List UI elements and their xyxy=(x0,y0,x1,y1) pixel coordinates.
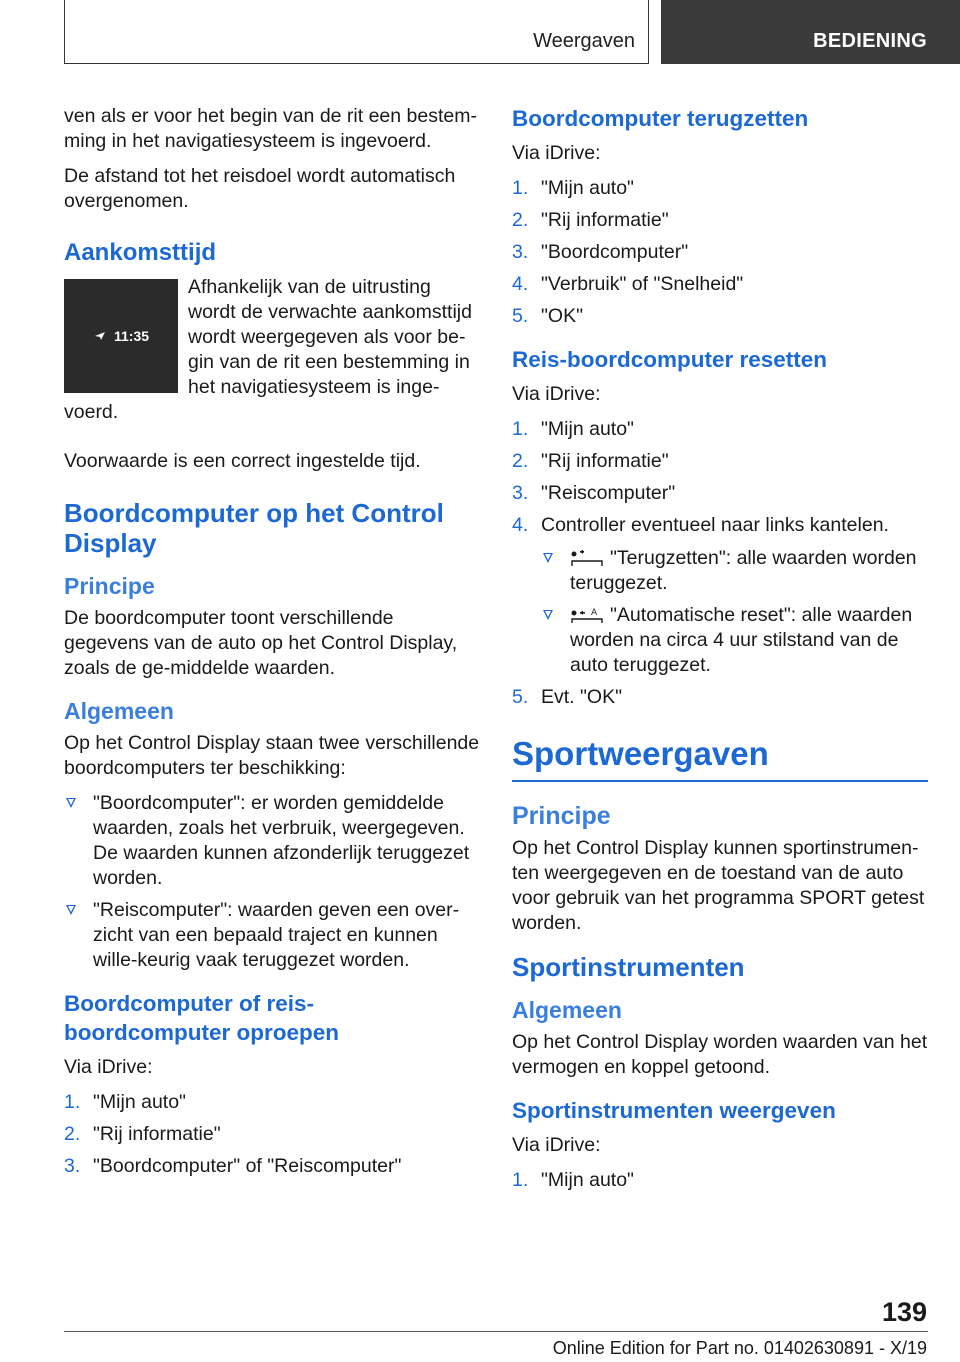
list-item: "Terugzetten": alle waarden worden teruggezet. xyxy=(541,546,928,596)
list-item: 2. "Rij informatie" xyxy=(64,1123,221,1145)
list-item: A "Automatische reset": alle waarden worden na circa 4 uur stilstand van de auto teruggezet. xyxy=(541,603,928,678)
reis-reset-steps xyxy=(512,417,928,710)
triangle-bullet-icon xyxy=(66,905,76,915)
navigation-arrow-icon xyxy=(94,331,106,341)
list-item: "Boordcomputer": er worden gemiddelde waarden, zoals het verbruik, weergegeven. De waarden kunnen afzonderlijk teruggezet worden. xyxy=(64,791,480,891)
sport-algemeen-paragraph: Op het Control Display worden waarden van het vermogen en koppel getoond. xyxy=(512,1031,928,1078)
oproepen-steps xyxy=(64,1090,480,1179)
heading-oproepen: Boordcomputer of reis-boordcomputer oproepen xyxy=(64,991,339,1045)
list-item: 5. Evt. "OK" xyxy=(512,686,623,708)
reset-icon xyxy=(570,550,604,568)
intro-paragraph: ven als er voor het begin van de rit een bestem-ming in het navigatiesysteem is ingevoerd. xyxy=(64,105,477,152)
algemeen-paragraph: Op het Control Display staan twee verschillende boordcomputers ter beschikking: xyxy=(64,732,480,779)
sport-steps xyxy=(512,1168,928,1193)
heading-principe-sport: Principe xyxy=(512,802,611,830)
principe-paragraph: De boordcomputer toont verschillende gegevens van de auto op het Control Display, zoals de ge-middelde waarden. xyxy=(64,607,458,679)
sport-principe-paragraph: Op het Control Display kunnen sportinstrumen-ten weergegeven en de toestand van de auto voor gebruik van het programma SPORT getest worden. xyxy=(512,837,925,934)
footer-edition-text: Online Edition for Part no. 01402630891 - X/19 xyxy=(552,1338,927,1358)
heading-terugzetten: Boordcomputer terugzetten xyxy=(512,106,809,131)
list-item: 4. Controller eventueel naar links kantelen. "Terugzetten": alle waarden worden teruggezet. A "Automatische reset": alle waarden worden na circa 4 uur stilstand van de auto teruggezet. xyxy=(512,513,928,678)
heading-sportinstrumenten-weergeven: Sportinstrumenten weergeven xyxy=(512,1098,836,1123)
header-section-title: Weergaven xyxy=(533,30,635,52)
heading-control-display: Boordcomputer op het Control Display xyxy=(64,498,444,558)
header-chapter-title: BEDIENING xyxy=(813,30,927,52)
via-idrive-label: Via iDrive: xyxy=(64,1056,153,1078)
right-column xyxy=(512,104,928,1205)
computer-type-list xyxy=(64,791,480,973)
heading-algemeen: Algemeen xyxy=(64,698,174,724)
via-idrive-label: Via iDrive: xyxy=(512,383,601,405)
arrival-paragraph: Afhankelijk van de uitrusting wordt de verwachte aankomsttijd wordt weergegeven als voor be-gin van de rit een bestemming in het navigatiesysteem is inge-voerd. xyxy=(64,276,472,423)
automatic-reset-icon xyxy=(570,607,604,625)
list-item: 2. "Rij informatie" xyxy=(512,209,669,231)
list-item: 3. "Boordcomputer" of "Reiscomputer" xyxy=(64,1155,402,1177)
heading-principe: Principe xyxy=(64,573,155,599)
list-item: 1. "Mijn auto" xyxy=(512,177,634,199)
heading-aankomsttijd: Aankomsttijd xyxy=(64,239,217,266)
triangle-bullet-icon xyxy=(543,553,553,563)
heading-sportinstrumenten: Sportinstrumenten xyxy=(512,952,745,982)
list-item: 1. "Mijn auto" xyxy=(64,1091,186,1113)
list-item: 1. "Mijn auto" xyxy=(512,1169,634,1191)
distance-paragraph: De afstand tot het reisdoel wordt automatisch overgenomen. xyxy=(64,165,456,212)
list-item: 5. "OK" xyxy=(512,305,584,327)
list-item: 4. "Verbruik" of "Snelheid" xyxy=(512,273,744,295)
arrival-time-display-image xyxy=(64,279,178,393)
condition-paragraph: Voorwaarde is een correct ingestelde tijd. xyxy=(64,450,421,472)
arrival-time-value: 11:35 xyxy=(114,328,150,344)
list-item: "Reiscomputer": waarden geven een over-zicht van een bepaald traject en kunnen wille-keurig vaak teruggezet worden. xyxy=(64,898,480,973)
footer-divider xyxy=(64,1331,928,1332)
list-item: 2. "Rij informatie" xyxy=(512,450,669,472)
page-number: 139 xyxy=(881,1297,927,1327)
list-item: 3. "Reiscomputer" xyxy=(512,482,676,504)
terugzetten-steps xyxy=(512,176,928,329)
left-column xyxy=(64,104,480,1191)
svg-text:A: A xyxy=(591,607,598,618)
heading-sportweergaven: Sportweergaven xyxy=(512,734,928,782)
triangle-bullet-icon xyxy=(66,798,76,808)
via-idrive-label: Via iDrive: xyxy=(512,142,601,164)
reset-options-list xyxy=(541,546,928,678)
heading-algemeen-sport: Algemeen xyxy=(512,997,622,1023)
via-idrive-label: Via iDrive: xyxy=(512,1134,601,1156)
header-chapter-tab xyxy=(661,0,960,64)
list-item: 3. "Boordcomputer" xyxy=(512,241,689,263)
list-item: 1. "Mijn auto" xyxy=(512,418,634,440)
triangle-bullet-icon xyxy=(543,610,553,620)
heading-reis-reset: Reis-boordcomputer resetten xyxy=(512,347,828,372)
